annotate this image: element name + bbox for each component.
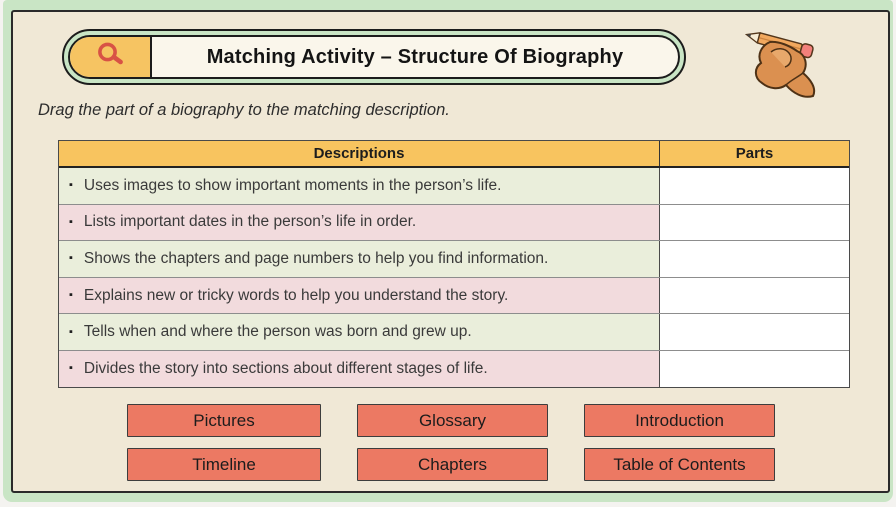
drag-chip-chapters[interactable]: Chapters — [357, 448, 548, 481]
hand-pencil-illustration — [740, 27, 830, 105]
slide-frame — [3, 0, 893, 502]
table-row — [59, 205, 849, 242]
title-icon-cell — [70, 37, 152, 77]
column-header-descriptions: Descriptions — [59, 141, 660, 166]
column-header-parts: Parts — [735, 145, 774, 162]
table-row — [59, 241, 849, 278]
part-drop-cell[interactable] — [660, 241, 849, 277]
description-cell — [59, 351, 660, 387]
magnifier-icon — [94, 39, 126, 76]
description-text: Explains new or tricky words to help you understand the story. — [83, 286, 509, 304]
part-drop-cell[interactable] — [660, 314, 849, 350]
bullet-icon: ▪ — [69, 252, 73, 265]
page-title: Matching Activity – Structure Of Biography — [206, 45, 624, 68]
description-text: Uses images to show important moments in the person’s life. — [83, 176, 502, 194]
table-row — [59, 314, 849, 351]
part-drop-cell[interactable] — [660, 351, 849, 387]
title-banner-inner — [68, 35, 680, 79]
drag-chip-introduction[interactable]: Introduction — [584, 404, 775, 437]
bullet-icon: ▪ — [69, 289, 73, 302]
part-drop-cell[interactable] — [660, 278, 849, 314]
bullet-icon: ▪ — [69, 325, 73, 338]
description-cell — [59, 314, 660, 350]
drag-chip-table-of-contents[interactable]: Table of Contents — [584, 448, 775, 481]
activity-panel — [11, 10, 890, 493]
table-row — [59, 168, 849, 205]
matching-table — [58, 140, 850, 388]
description-cell — [59, 168, 660, 204]
description-text: Shows the chapters and page numbers to help you find information. — [83, 249, 549, 267]
table-header-row — [59, 141, 849, 168]
description-cell — [59, 241, 660, 277]
title-banner — [62, 29, 686, 85]
bullet-icon: ▪ — [69, 179, 73, 192]
drag-chip-glossary[interactable]: Glossary — [357, 404, 548, 437]
drag-chip-timeline[interactable]: Timeline — [127, 448, 321, 481]
description-text: Lists important dates in the person’s life in order. — [83, 213, 417, 231]
drag-chip-pictures[interactable]: Pictures — [127, 404, 321, 437]
bullet-icon: ▪ — [69, 362, 73, 375]
description-cell — [59, 205, 660, 241]
description-cell — [59, 278, 660, 314]
part-drop-cell[interactable] — [660, 168, 849, 204]
table-row — [59, 351, 849, 387]
instruction-text: Drag the part of a biography to the matching description. — [38, 101, 450, 119]
bullet-icon: ▪ — [69, 215, 73, 228]
part-drop-cell[interactable] — [660, 205, 849, 241]
table-row — [59, 278, 849, 315]
chip-bank — [127, 404, 775, 481]
description-text: Divides the story into sections about different stages of life. — [83, 359, 488, 377]
description-text: Tells when and where the person was born and grew up. — [83, 323, 472, 341]
